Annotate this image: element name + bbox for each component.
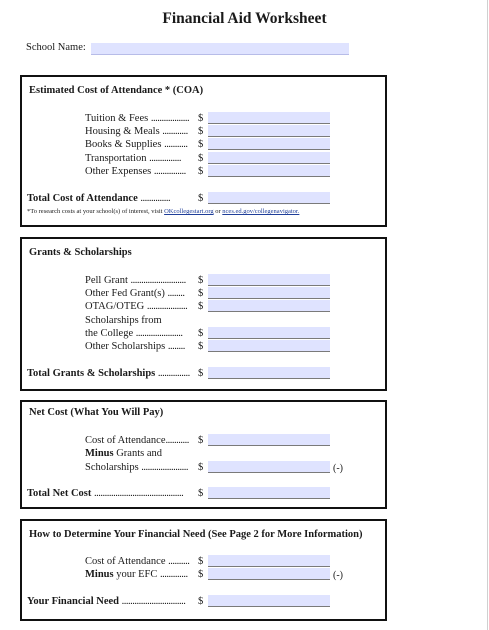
housing-field[interactable]: [208, 125, 330, 137]
dollar-sign: $: [198, 341, 204, 352]
need-coa-field[interactable]: [208, 555, 330, 567]
other-expenses-field[interactable]: [208, 165, 330, 177]
dollar-sign: $: [198, 301, 204, 312]
college-scholarships-label: the College ......................: [85, 328, 183, 339]
school-name-field[interactable]: [91, 43, 349, 55]
books-label: Books & Supplies ...........: [85, 139, 188, 150]
okcollegestart-link[interactable]: OKcollegestart.org: [164, 208, 214, 215]
dollar-sign: $: [198, 139, 204, 150]
dollar-sign: $: [198, 368, 204, 379]
net-grants-scholarships-field[interactable]: [208, 461, 330, 473]
nces-link[interactable]: nces.ed.gov/collegenavigator.: [222, 208, 300, 215]
minus-efc-label: Minus your EFC .............: [85, 569, 188, 580]
tuition-label: Tuition & Fees ..................: [85, 113, 190, 124]
net-cost-title: Net Cost (What You Will Pay): [29, 407, 164, 418]
dollar-sign: $: [198, 153, 204, 164]
other-fed-grants-label: Other Fed Grant(s) ........: [85, 288, 185, 299]
grants-section: [20, 237, 387, 391]
dollar-sign: $: [198, 113, 204, 124]
college-scholarships-field[interactable]: [208, 327, 330, 339]
coa-section: [20, 75, 387, 227]
minus-indicator: (-): [333, 570, 343, 581]
page-title: Financial Aid Worksheet: [162, 10, 327, 27]
books-field[interactable]: [208, 138, 330, 150]
net-scholarships-label: Scholarships ......................: [85, 462, 189, 473]
dollar-sign: $: [198, 488, 204, 499]
dollar-sign: $: [198, 166, 204, 177]
grants-title: Grants & Scholarships: [29, 247, 132, 258]
other-scholarships-field[interactable]: [208, 340, 330, 352]
other-scholarships-label: Other Scholarships ........: [85, 341, 185, 352]
otag-oteg-field[interactable]: [208, 300, 330, 312]
dollar-sign: $: [198, 126, 204, 137]
dollar-sign: $: [198, 328, 204, 339]
minus-indicator: (-): [333, 463, 343, 474]
total-coa-field[interactable]: [208, 192, 330, 204]
total-grants-field[interactable]: [208, 367, 330, 379]
dollar-sign: $: [198, 569, 204, 580]
other-expenses-label: Other Expenses ...............: [85, 166, 186, 177]
dollar-sign: $: [198, 435, 204, 446]
dollar-sign: $: [198, 556, 204, 567]
total-grants-label: Total Grants & Scholarships ...............: [27, 368, 190, 379]
coa-footnote: *To research costs at your school(s) of interest, visit OKcollegestart.org or nces.ed.gov/collegenavigator.: [27, 208, 300, 215]
page-edge: [487, 0, 488, 630]
financial-need-label: Your Financial Need ..............................: [27, 596, 186, 607]
dollar-sign: $: [198, 462, 204, 473]
need-coa-label: Cost of Attendance ..........: [85, 556, 190, 567]
pell-grant-label: Pell Grant ..........................: [85, 275, 186, 286]
financial-need-field[interactable]: [208, 595, 330, 607]
school-name-label: School Name:: [26, 42, 86, 53]
total-net-cost-field[interactable]: [208, 487, 330, 499]
coa-title: Estimated Cost of Attendance * (COA): [29, 85, 204, 96]
dollar-sign: $: [198, 288, 204, 299]
net-coa-label: Cost of Attendance...........: [85, 435, 189, 446]
transportation-label: Transportation ...............: [85, 153, 181, 164]
dollar-sign: $: [198, 596, 204, 607]
minus-grants-label: Minus Grants and: [85, 448, 162, 459]
total-coa-label: Total Cost of Attendance ..............: [27, 193, 171, 204]
total-net-cost-label: Total Net Cost ..........................................: [27, 488, 184, 499]
dollar-sign: $: [198, 275, 204, 286]
tuition-field[interactable]: [208, 112, 330, 124]
transportation-field[interactable]: [208, 152, 330, 164]
net-cost-section: [20, 400, 387, 509]
otag-oteg-label: OTAG/OTEG ...................: [85, 301, 188, 312]
dollar-sign: $: [198, 193, 204, 204]
financial-need-section: [20, 519, 387, 621]
scholarships-from-label: Scholarships from: [85, 315, 162, 326]
efc-field[interactable]: [208, 568, 330, 580]
net-coa-field[interactable]: [208, 434, 330, 446]
pell-grant-field[interactable]: [208, 274, 330, 286]
financial-need-title: How to Determine Your Financial Need (See Page 2 for More Information): [29, 529, 363, 540]
housing-label: Housing & Meals ............: [85, 126, 188, 137]
other-fed-grants-field[interactable]: [208, 287, 330, 299]
